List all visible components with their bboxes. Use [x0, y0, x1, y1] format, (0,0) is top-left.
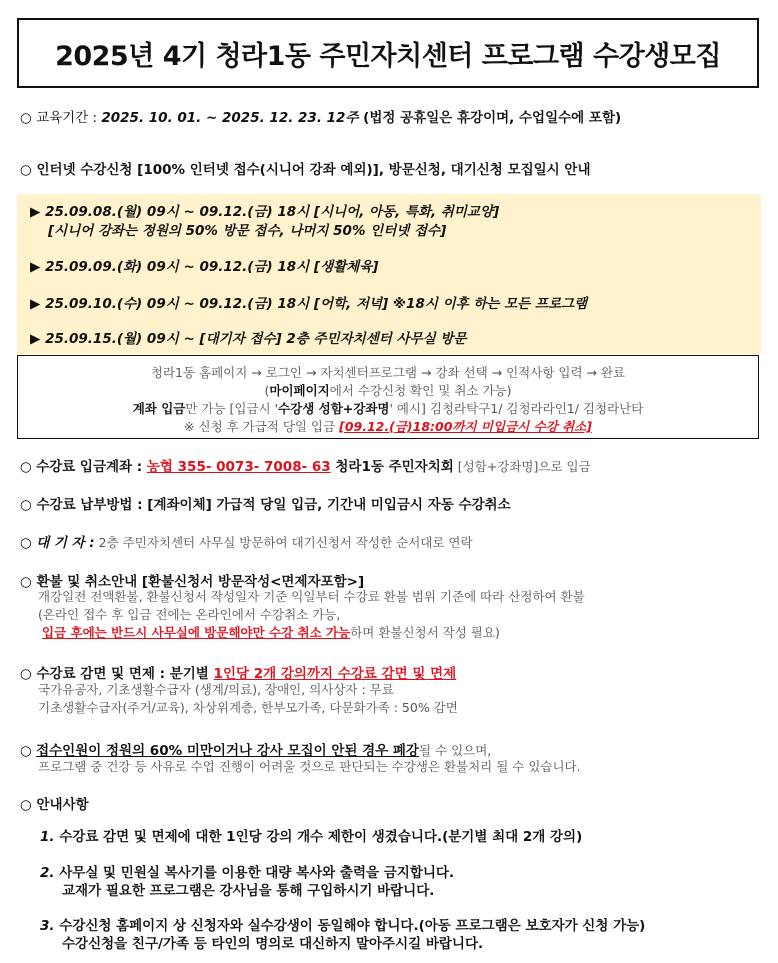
guide-item-1: 1. 수강료 감면 및 면제에 대한 1인당 강의 개수 제한이 생겼습니다.(분기별 최대 2개 강의) — [40, 829, 583, 845]
bullet-circle: ○ — [20, 574, 32, 590]
bullet-circle: ○ — [20, 497, 32, 513]
bullet-circle: ○ — [20, 797, 32, 813]
registration-notice-box — [17, 355, 759, 439]
fee-account: ○ 수강료 입금계좌 : 농협 355- 0073- 7008- 63 청라1동 주민자치회 [성함+강좌명]으로 입금 — [20, 459, 591, 475]
guide-item-3: 3. 수강신청 홈페이지 상 신청자와 실수강생이 동일해야 합니다.(아동 프로그램은 보호자가 신청 가능) — [40, 918, 646, 934]
discount-header: ○ 수강료 감면 및 면제 : 분기별 1인당 2개 강의까지 수강료 감면 및 면제 — [20, 666, 457, 682]
schedule-item-3: ▶ 25.09.10.(수) 09시 ~ 09.12.(금) 18시 [어학, 저녁] ※18시 이후 하는 모든 프로그램 — [30, 296, 588, 312]
refund-header: ○ 환불 및 취소안내 [환불신청서 방문작성<면제자포함>] — [20, 574, 365, 590]
refund-line-3: 입금 후에는 반드시 사무실에 방문해야만 수강 취소 가능하며 환불신청서 작성 필요) — [42, 625, 500, 640]
bullet-circle: ○ — [20, 535, 32, 551]
waiting-list: ○ 대 기 자 : 2층 주민자치센터 사무실 방문하여 대기신청서 작성한 순서대로 연락 — [20, 535, 473, 551]
period-label: 교육기간 : — [36, 110, 102, 126]
account-note: 계좌 입금만 가능 [입금시 '수강생 성함+강좌명' 예시] 김청라탁구1/ 김청라라인1/ 김청라난타 — [132, 401, 644, 416]
refund-line-1: 개강일전 전액환불, 환불신청서 작성일자 기준 익일부터 수강료 환불 범위 기준에 따라 산정하여 환불 — [38, 589, 585, 604]
schedule-item-4: ▶ 25.09.15.(월) 09시 ~ [대기자 접수] 2층 주민자치센터 사무실 방문 — [30, 331, 467, 347]
page-title-box — [17, 18, 759, 88]
refund-line-2: (온라인 접수 후 입금 전에는 온라인에서 수강취소 가능, — [38, 607, 341, 622]
arrow-icon: ▶ — [30, 259, 41, 275]
schedule-item-2: ▶ 25.09.09.(화) 09시 ~ 09.12.(금) 18시 [생활체육] — [30, 259, 379, 275]
guide-header: ○ 안내사항 — [20, 797, 89, 813]
guide-item-2: 2. 사무실 및 민원실 복사기를 이용한 대량 복사와 출력을 금지합니다. — [40, 865, 455, 881]
guide-item-3-line-2: 수강신청을 친구/가족 등 타인의 명의로 대신하지 말아주시길 바랍니다. — [62, 936, 484, 952]
arrow-icon: ▶ — [30, 331, 41, 347]
bullet-circle: ○ — [20, 162, 32, 178]
page-title: 2025년 4기 청라1동 주민자치센터 프로그램 수강생모집 — [55, 40, 721, 72]
registration-flow: 청라1동 홈페이지 → 로그인 → 자치센터프로그램 → 강좌 선택 → 인적사항 입력 → 완료 — [150, 365, 626, 380]
period-dates: 2025. 10. 01. ~ 2025. 12. 23. 12주 — [101, 110, 359, 126]
discount-line-2: 기초생활수급자(주거/교육), 차상위계층, 한부모가족, 다문화가족 : 50% 감면 — [38, 700, 458, 715]
schedule-item-1: ▶ 25.09.08.(월) 09시 ~ 09.12.(금) 18시 [시니어, 아동, 특화, 취미교양] — [30, 204, 500, 220]
bank-account-number: 농협 355- 0073- 7008- 63 — [146, 459, 331, 475]
bullet-circle: ○ — [20, 743, 32, 759]
mypage-note: (마이페이지에서 수강신청 확인 및 취소 가능) — [264, 383, 512, 398]
guide-item-2-line-2: 교재가 필요한 프로그램은 강사님을 통해 구입하시기 바랍니다. — [62, 883, 435, 899]
arrow-icon: ▶ — [30, 296, 41, 312]
online-text: 인터넷 수강신청 [100% 인터넷 접수(시니어 강좌 예외)], 방문신청, 대기신청 모집일시 안내 — [36, 162, 591, 178]
schedule-item-1-note: [시니어 강좌는 정원의 50% 방문 접수, 나머지 50% 인터넷 접수] — [48, 223, 447, 239]
bullet-circle: ○ — [20, 110, 32, 126]
bullet-circle: ○ — [20, 459, 32, 475]
education-period — [20, 106, 621, 126]
online-registration — [20, 158, 590, 178]
payment-warning: ※ 신청 후 가급적 당일 입금 [09.12.(금)18:00까지 미입금시 수강 취소] — [184, 419, 592, 434]
closure-line-2: 프로그램 중 건강 등 사유로 수업 진행이 어려울 것으로 판단되는 수강생은 환불처리 될 수 있습니다. — [38, 759, 581, 774]
period-note: (법정 공휴일은 휴강이며, 수업일수에 포함) — [358, 110, 622, 126]
schedule-box — [17, 194, 761, 354]
arrow-icon: ▶ — [30, 204, 41, 220]
bullet-circle: ○ — [20, 666, 32, 682]
payment-method: ○ 수강료 납부방법 : [계좌이체] 가급적 당일 입금, 기간내 미입금시 자동 수강취소 — [20, 497, 511, 513]
discount-line-1: 국가유공자, 기초생활수급자 (생계/의료), 장애인, 의사상자 : 무료 — [38, 682, 394, 697]
closure-notice: ○ 접수인원이 정원의 60% 미만이거나 강사 모집이 안된 경우 폐강될 수 있으며, — [20, 743, 492, 759]
